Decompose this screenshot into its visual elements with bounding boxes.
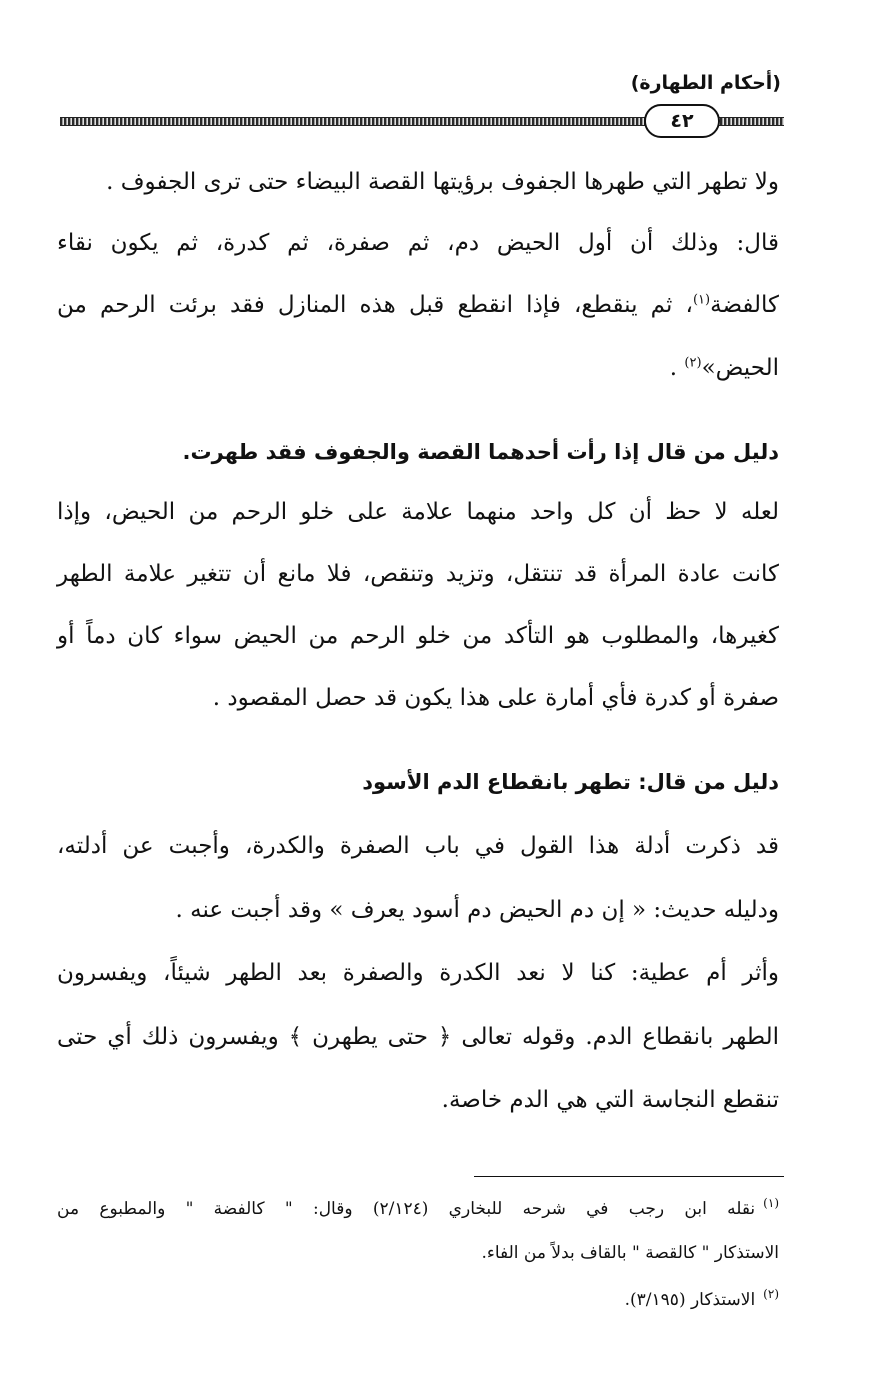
section-heading-2: دليل من قال: تطهر بانقطاع الدم الأسود [362,770,779,794]
text-line-4 [57,353,779,383]
footnote-2-text: الاستذكار (٣/١٩٥). [624,1290,756,1310]
section-heading-1: دليل من قال إذا رأت أحدهما القصة والجفوف فقد طهرت. [182,440,779,464]
page-number [644,104,720,138]
text-line-3-end: ، ثم ينقطع، فإذا انقطع قبل هذه المنازل فقد برئت الرحم من [57,292,693,318]
footnote-1-text: نقله ابن رجب في شرحه للبخاري (٢/١٢٤) وقال: " كالفضة " والمطبوع من [57,1199,756,1219]
footnote-1-line-2: الاستذكار " كالقصة " بالقاف بدلاً من الفاء. [481,1243,779,1263]
text-line-13: تنقطع النجاسة التي هي الدم خاصة. [441,1087,779,1113]
text-line-1: ولا تطهر التي طهرها الجفوف برؤيتها القصة البيضاء حتى ترى الجفوف . [106,169,779,195]
footnote-2-number: (٢) [763,1287,779,1302]
text-line-11: وأثر أم عطية: كنا لا نعد الكدرة والصفرة بعد الطهر شيئاً، ويفسرون [57,960,779,986]
footnote-ref-2: (٢) [684,355,702,371]
text-line-4-end: . [669,355,685,381]
text-line-4-start: الحيض» [701,355,779,381]
text-line-3 [57,290,779,320]
text-line-10: ودليله حديث: « إن دم الحيض دم أسود يعرف » وقد أجبت عنه . [175,897,779,923]
footnote-ref-1: (١) [692,292,711,308]
page-number-label: ٤٢ [670,110,694,132]
footnote-1-number: (١) [763,1196,779,1211]
text-line-6: كانت عادة المرأة قد تنتقل، وتزيد وتنقص، فلا مانع أن تتغير علامة الطهر [57,561,779,587]
text-line-2: قال: وذلك أن أول الحيض دم، ثم صفرة، ثم كدرة، ثم يكون نقاء [57,230,779,256]
text-line-3-start: كالفضة [710,292,779,318]
text-line-5: لعله لا حظ أن كل واحد منهما علامة على خلو الرحم من الحيض، وإذا [57,499,779,525]
footnote-1-line-1 [57,1197,779,1221]
text-line-12: الطهر بانقطاع الدم. وقوله تعالى ﴿ حتى يطهرن ﴾ ويفسرون ذلك أي حتى [57,1024,779,1050]
text-line-8: صفرة أو كدرة فأي أمارة على هذا يكون قد حصل المقصود . [212,685,779,711]
text-line-9: قد ذكرت أدلة هذا القول في باب الصفرة والكدرة، وأجبت عن أدلته، [57,833,779,859]
footnote-2 [57,1288,779,1312]
footnote-separator [474,1176,784,1177]
text-line-7: كغيرها، والمطلوب هو التأكد من خلو الرحم من الحيض سواء كان دماً أو [57,623,779,649]
running-head-title: (أحكام الطهارة) [630,72,781,94]
